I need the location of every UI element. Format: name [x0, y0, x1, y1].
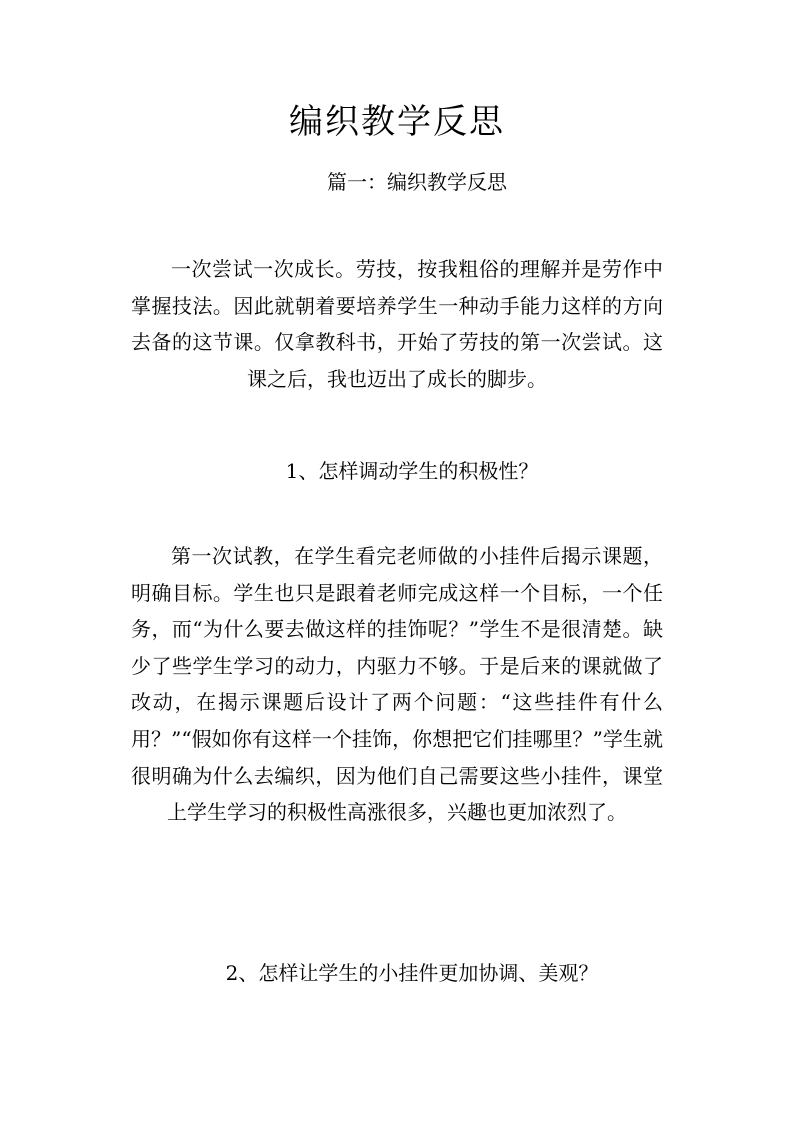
document-title: 编织教学反思	[289, 102, 505, 142]
document-subtitle: 篇一：编织教学反思	[327, 170, 507, 194]
paragraph-intro: 一次尝试一次成长。劳技，按我粗俗的理解并是劳作中掌握技法。因此就朝着要培养学生一种动手能力这样的方向去备的这节课。仅拿教科书，开始了劳技的第一次尝试。这课之后，我也迈出了成长的脚步。	[131, 257, 663, 391]
section-heading-2: 2、怎样让学生的小挂件更加协调、美观？	[225, 961, 599, 985]
paragraph-section-1: 第一次试教，在学生看完老师做的小挂件后揭示课题，明确目标。学生也只是跟着老师完成这样一个目标，一个任务，而“为什么要去做这样的挂饰呢？”学生不是很清楚。缺少了些学生学习的动力，内驱力不够。于是后来的课就做了改动，在揭示课题后设计了两个问题：“这些挂件有什么用？”“假如你有这样一个挂饰，你想把它们挂哪里？”学生就很明确为什么去编织，因为他们自己需要这些小挂件，课堂上学生学习的积极性高涨很多，兴趣也更加浓烈了。	[131, 544, 663, 825]
section-heading-1: 1、怎样调动学生的积极性？	[285, 459, 539, 483]
